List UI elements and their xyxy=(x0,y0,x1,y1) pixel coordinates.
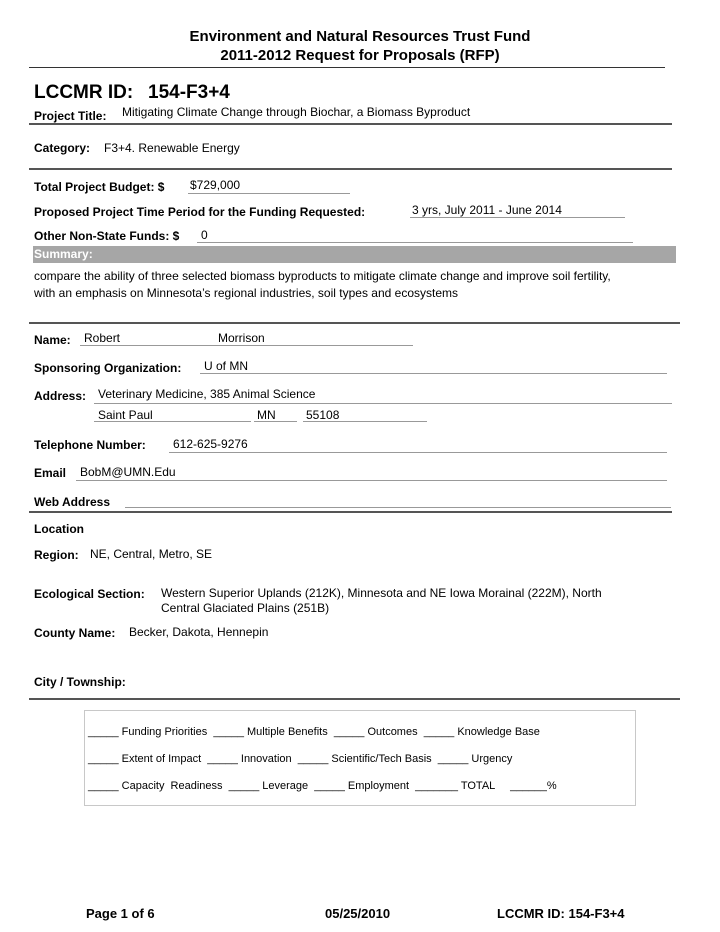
telephone-underline xyxy=(169,452,667,453)
time-period-label: Proposed Project Time Period for the Funding Requested: xyxy=(34,205,366,219)
category-value: F3+4. Renewable Energy xyxy=(104,141,240,155)
zip-value: 55108 xyxy=(306,408,340,422)
sponsoring-org-label: Sponsoring Organization: xyxy=(34,361,182,375)
county-label: County Name: xyxy=(34,626,116,640)
budget-underline xyxy=(188,193,350,194)
budget-value: $729,000 xyxy=(190,178,241,192)
category-label: Category: xyxy=(34,141,91,155)
region-label: Region: xyxy=(34,548,79,562)
lccmr-id-label: LCCMR ID: xyxy=(34,82,134,103)
zip-underline xyxy=(303,421,427,422)
state-value: MN xyxy=(257,408,276,422)
non-state-funds-label: Other Non-State Funds: $ xyxy=(34,229,180,243)
section-divider xyxy=(29,123,672,125)
email-underline xyxy=(76,480,667,481)
non-state-funds-underline xyxy=(197,242,633,243)
street-underline xyxy=(94,403,672,404)
summary-line1: compare the ability of three selected biomass byproducts to mitigate climate change and improve soil fertility, xyxy=(34,269,611,283)
footer-page-number: Page 1 of 6 xyxy=(86,906,155,921)
section-divider xyxy=(29,322,680,324)
email-label: Email xyxy=(34,466,67,480)
state-underline xyxy=(254,421,297,422)
telephone-label: Telephone Number: xyxy=(34,438,146,452)
section-divider xyxy=(29,698,680,700)
city-township-label: City / Township: xyxy=(34,675,126,689)
scoring-row: _____ Extent of Impact _____ Innovation _____ Scientific/Tech Basis _____ Urgency xyxy=(88,753,513,765)
budget-label: Total Project Budget: $ xyxy=(34,180,165,194)
section-divider xyxy=(29,168,672,170)
ecological-section-label: Ecological Section: xyxy=(34,587,145,601)
telephone-value: 612-625-9276 xyxy=(173,437,248,451)
project-title-label: Project Title: xyxy=(34,109,107,123)
footer-date: 05/25/2010 xyxy=(325,906,391,921)
project-title-value: Mitigating Climate Change through Biochar, a Biomass Byproduct xyxy=(122,105,471,119)
city-underline xyxy=(94,421,251,422)
summary-heading: Summary: xyxy=(33,246,676,263)
doc-title-line2: 2011-2012 Request for Proposals (RFP) xyxy=(220,47,500,64)
first-name-value: Robert xyxy=(84,331,121,345)
street-value: Veterinary Medicine, 385 Animal Science xyxy=(98,387,316,401)
section-divider xyxy=(29,511,672,513)
footer-lccmr-id: LCCMR ID: 154-F3+4 xyxy=(497,906,625,921)
scoring-row: _____ Funding Priorities _____ Multiple Benefits _____ Outcomes _____ Knowledge Base xyxy=(88,726,540,738)
location-heading: Location xyxy=(34,522,84,536)
lccmr-id-value: 154-F3+4 xyxy=(148,82,230,103)
region-value: NE, Central, Metro, SE xyxy=(90,547,213,561)
time-period-value: 3 yrs, July 2011 - June 2014 xyxy=(412,203,562,217)
ecological-section-line1: Western Superior Uplands (212K), Minnesota and NE Iowa Morainal (222M), North xyxy=(161,586,602,600)
summary-line2: with an emphasis on Minnesota’s regional industries, soil types and ecosystems xyxy=(34,286,458,300)
sponsoring-org-value: U of MN xyxy=(204,359,249,373)
doc-title-line1: Environment and Natural Resources Trust Fund xyxy=(189,28,531,45)
email-value: BobM@UMN.Edu xyxy=(80,465,176,479)
header-divider xyxy=(29,67,665,68)
scoring-row: _____ Capacity Readiness _____ Leverage _____ Employment _______ TOTAL ______% xyxy=(88,780,557,792)
web-address-underline xyxy=(125,507,671,508)
name-label: Name: xyxy=(34,333,71,347)
time-period-underline xyxy=(410,217,625,218)
non-state-funds-value: 0 xyxy=(201,228,208,242)
address-label: Address: xyxy=(34,389,87,403)
sponsoring-org-underline xyxy=(200,373,667,374)
web-address-label: Web Address xyxy=(34,495,111,509)
name-underline xyxy=(80,345,413,346)
ecological-section-line2: Central Glaciated Plains (251B) xyxy=(161,601,330,615)
county-value: Becker, Dakota, Hennepin xyxy=(129,625,269,639)
last-name-value: Morrison xyxy=(218,331,265,345)
city-value: Saint Paul xyxy=(98,408,153,422)
